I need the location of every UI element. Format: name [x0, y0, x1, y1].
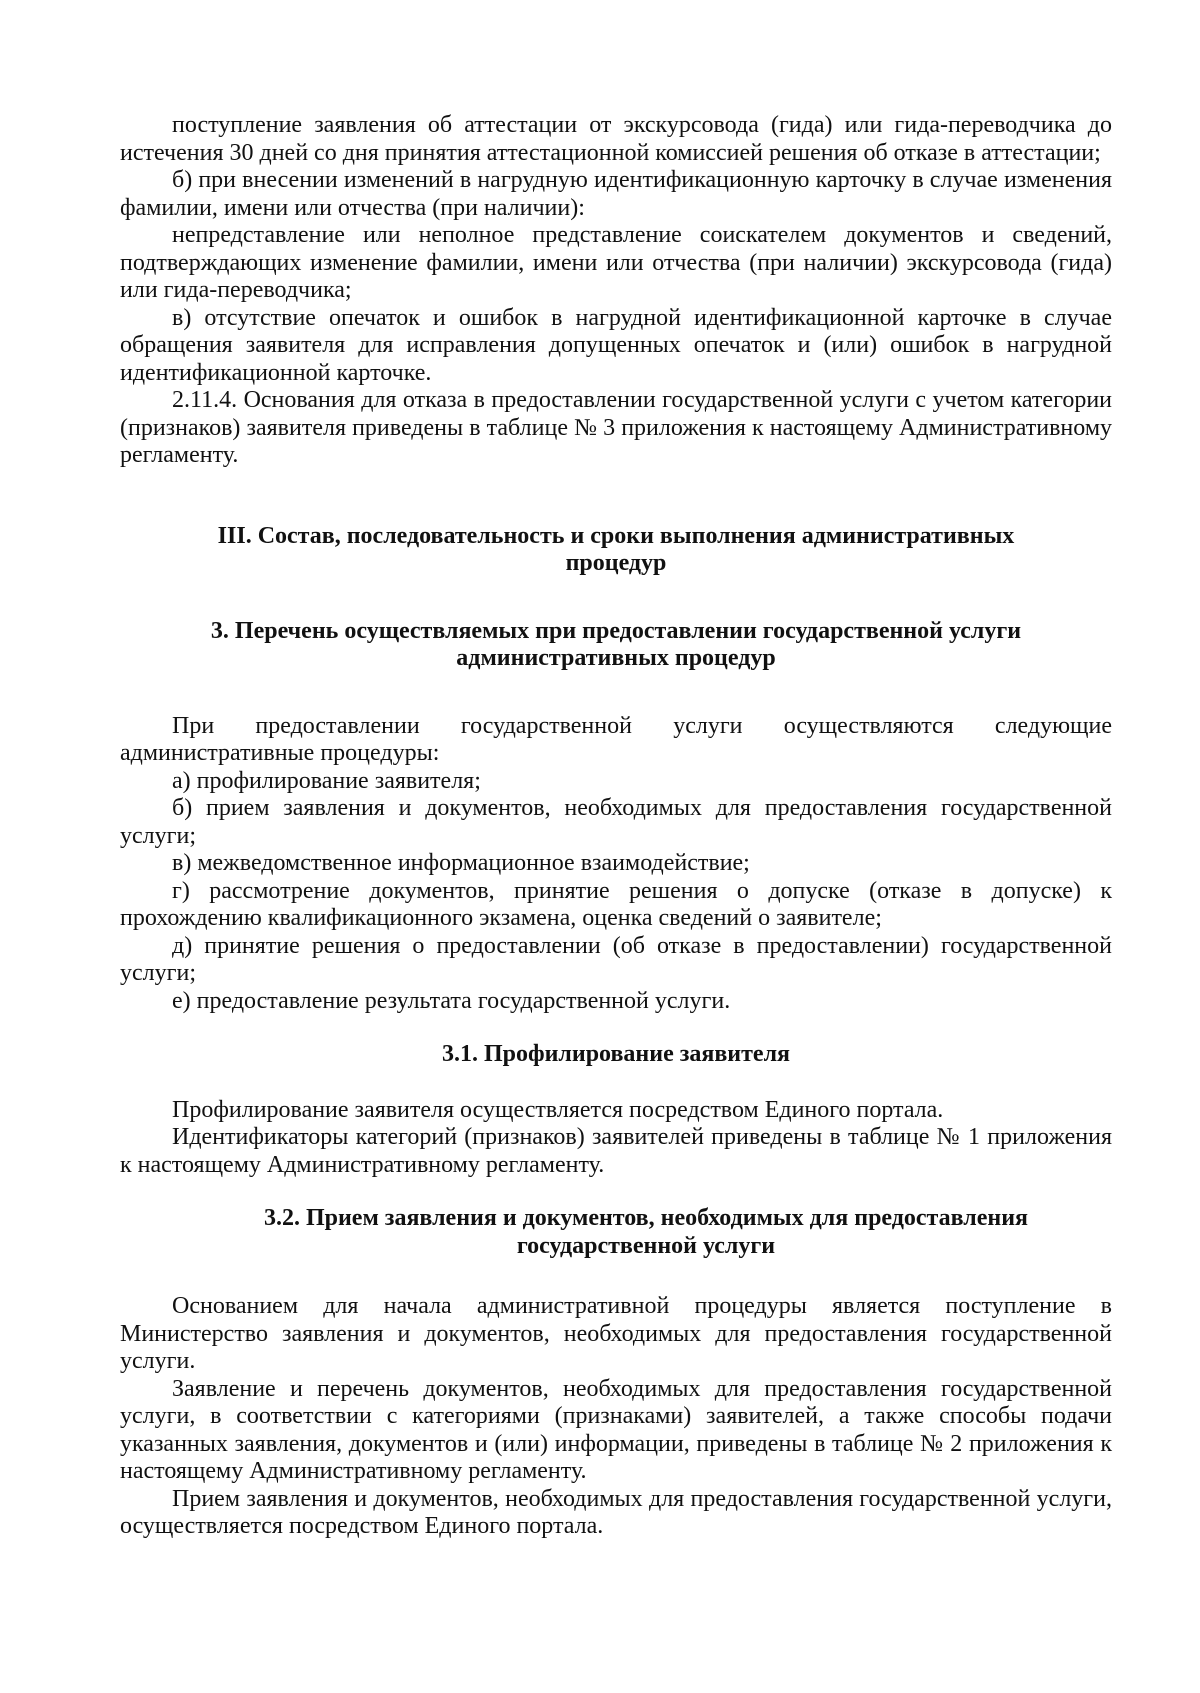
paragraph-grounds-start: Основанием для начала административной процедуры является поступление в Министерство заявления и документов, необходимых для предоставления государственной услуги. [120, 1293, 1112, 1374]
section-3-heading [120, 523, 1112, 578]
paragraph-item-b: б) при внесении изменений в нагрудную идентификационную карточку в случае изменения фамилии, имени или отчества (при наличии): [120, 167, 1112, 221]
list-item-d: д) принятие решения о предоставлении (об отказе в предоставлении) государственной услуги; [120, 932, 1112, 986]
paragraph-reception: Прием заявления и документов, необходимых для предоставления государственной услуги, осуществляется посредством Единого портала. [120, 1485, 1112, 1539]
subsection-3-2-heading [120, 1205, 1112, 1260]
paragraph-application-list: Заявление и перечень документов, необходимых для предоставления государственной услуги, в соответствии с категориями (признаками) заявителей, а также способы подачи указанных заявления, документов и (или) информации, приведены в таблице № 2 приложения к настоящему Административному регламенту. [120, 1375, 1112, 1484]
section-3-heading-line2: процедур [565, 550, 667, 576]
paragraph-item-v: в) отсутствие опечаток и ошибок в нагрудной идентификационной карточке в случае обращения заявителя для исправления допущенных опечаток и (или) ошибок в нагрудной идентификационной карточке. [120, 304, 1112, 386]
list-item-a: а) профилирование заявителя; [172, 767, 481, 794]
subsection-3-heading-line1: 3. Перечень осуществляемых при предоставлении государственной услуги [210, 617, 1022, 644]
paragraph-attestation-receipt: поступление заявления об аттестации от экскурсовода (гида) или гида-переводчика до истечения 30 дней со дня принятия аттестационной комиссией решения об отказе в аттестации; [120, 112, 1112, 166]
document-body [120, 112, 1112, 1541]
paragraph-procedures-intro: При предоставлении государственной услуги осуществляются следующие административные процедуры: [120, 712, 1112, 766]
paragraph-identifiers: Идентификаторы категорий (признаков) заявителей приведены в таблице № 1 приложения к настоящему Административному регламенту. [120, 1124, 1112, 1178]
list-item-v: в) межведомственное информационное взаимодействие; [172, 850, 750, 876]
list-item-b: б) прием заявления и документов, необходимых для предоставления государственной услуги; [120, 795, 1112, 849]
list-item-g: г) рассмотрение документов, принятие решения о допуске (отказе в допуске) к прохождению квалификационного экзамена, оценка сведений о заявителе; [120, 877, 1112, 931]
subsection-3-heading-line2: административных процедур [456, 645, 776, 671]
subsection-3-2-heading-line2: государственной услуги [516, 1232, 776, 1259]
subsection-3-heading [120, 618, 1112, 673]
paragraph-2-11-4: 2.11.4. Основания для отказа в предоставлении государственной услуги с учетом категории (признаков) заявителя приведены в таблице № 3 приложения к настоящему Административному регламенту. [120, 387, 1112, 468]
section-3-heading-line1: III. Состав, последовательность и сроки выполнения административных [217, 522, 1015, 549]
paragraph-profiling: Профилирование заявителя осуществляется посредством Единого портала. [172, 1096, 944, 1123]
paragraph-name-change-docs: непредставление или неполное представление соискателем документов и сведений, подтверждающих изменение фамилии, имени или отчества (при наличии) экскурсовода (гида) или гида-переводчика; [120, 222, 1112, 303]
list-item-e: е) предоставление результата государственной услуги. [172, 987, 731, 1014]
subsection-3-2-heading-line1: 3.2. Прием заявления и документов, необходимых для предоставления [263, 1205, 1029, 1231]
subsection-3-1-heading: 3.1. Профилирование заявителя [441, 1041, 791, 1067]
